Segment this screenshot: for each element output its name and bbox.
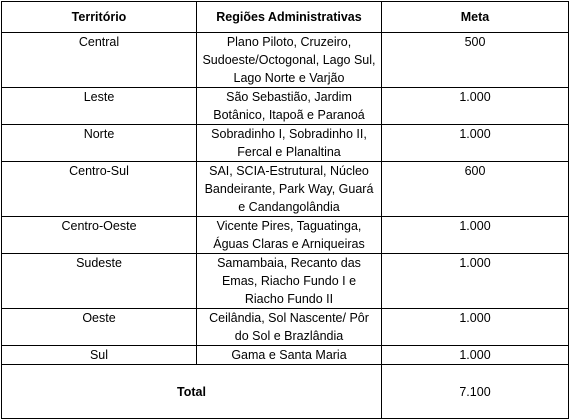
cell-regioes: Sobradinho I, Sobradinho II, Fercal e Planaltina xyxy=(197,125,382,162)
cell-territorio: Sul xyxy=(2,346,197,365)
cell-territorio: Centro-Sul xyxy=(2,162,197,217)
cell-meta: 1.000 xyxy=(382,88,569,125)
cell-regioes: Plano Piloto, Cruzeiro, Sudoeste/Octogonal, Lago Sul, Lago Norte e Varjão xyxy=(197,33,382,88)
table-row xyxy=(2,309,569,346)
header-territorio: Território xyxy=(2,2,197,33)
table-row xyxy=(2,162,569,217)
cell-meta: 1.000 xyxy=(382,346,569,365)
cell-territorio: Centro-Oeste xyxy=(2,217,197,254)
cell-regioes: SAI, SCIA-Estrutural, Núcleo Bandeirante, Park Way, Guará e Candangolândia xyxy=(197,162,382,217)
cell-meta: 1.000 xyxy=(382,125,569,162)
table-total-row xyxy=(2,365,569,419)
table-row xyxy=(2,254,569,309)
total-value: 7.100 xyxy=(382,365,569,419)
header-regioes: Regiões Administrativas xyxy=(197,2,382,33)
cell-regioes: Samambaia, Recanto das Emas, Riacho Fundo I e Riacho Fundo II xyxy=(197,254,382,309)
cell-regioes: São Sebastião, Jardim Botânico, Itapoã e Paranoá xyxy=(197,88,382,125)
table-row xyxy=(2,217,569,254)
total-label: Total xyxy=(2,365,382,419)
cell-territorio: Sudeste xyxy=(2,254,197,309)
table-header-row xyxy=(2,2,569,33)
cell-regioes: Ceilândia, Sol Nascente/ Pôr do Sol e Brazlândia xyxy=(197,309,382,346)
cell-meta: 1.000 xyxy=(382,254,569,309)
table-row xyxy=(2,88,569,125)
header-meta: Meta xyxy=(382,2,569,33)
table-row xyxy=(2,125,569,162)
cell-territorio: Leste xyxy=(2,88,197,125)
territory-goals-table xyxy=(1,1,569,419)
cell-regioes: Vicente Pires, Taguatinga, Águas Claras e Arniqueiras xyxy=(197,217,382,254)
table-row xyxy=(2,33,569,88)
cell-regioes: Gama e Santa Maria xyxy=(197,346,382,365)
cell-territorio: Oeste xyxy=(2,309,197,346)
cell-territorio: Norte xyxy=(2,125,197,162)
cell-meta: 600 xyxy=(382,162,569,217)
cell-meta: 1.000 xyxy=(382,217,569,254)
cell-territorio: Central xyxy=(2,33,197,88)
table-row xyxy=(2,346,569,365)
cell-meta: 500 xyxy=(382,33,569,88)
cell-meta: 1.000 xyxy=(382,309,569,346)
